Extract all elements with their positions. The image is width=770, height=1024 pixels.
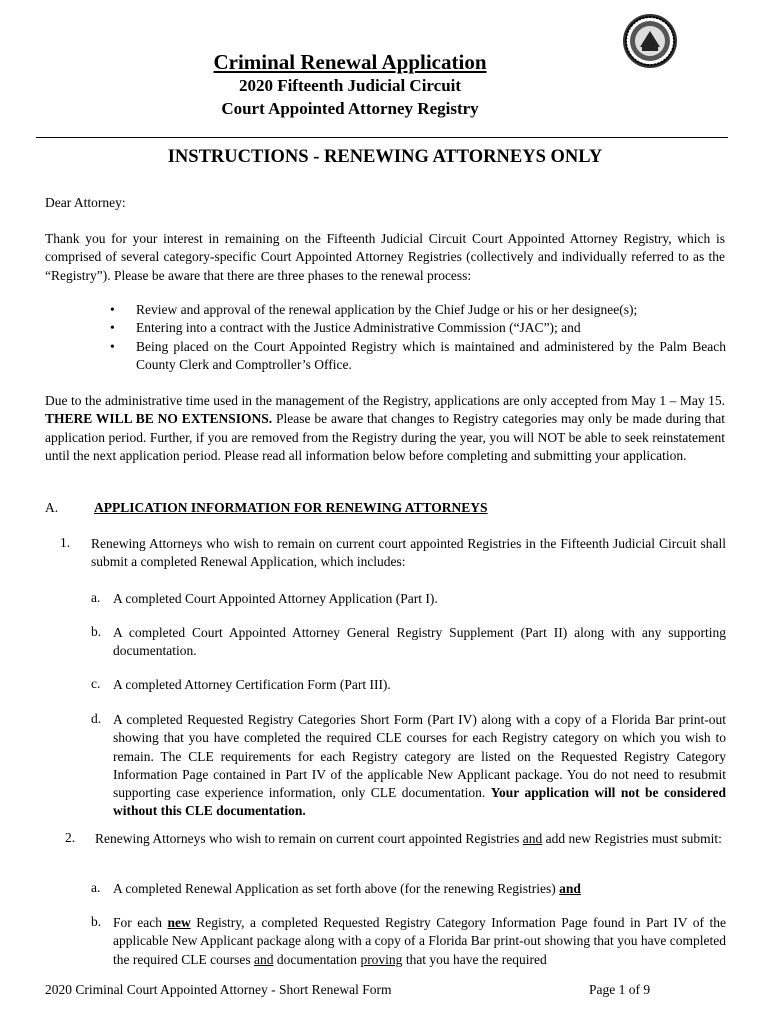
- no-extensions-notice: THERE WILL BE NO EXTENSIONS.: [45, 411, 273, 427]
- list-item: • Review and approval of the renewal application by the Chief Judge or his or her designee(s);: [108, 301, 726, 319]
- item-1d-label: d.: [91, 711, 102, 726]
- cle-warning: Your application will not be considered without this CLE documentation.: [113, 785, 726, 819]
- item-2b-post: that you have the required: [402, 951, 547, 967]
- item-2a-text: [113, 880, 726, 898]
- item-2b-label: b.: [91, 914, 102, 929]
- item-2b-mid: Registry, a completed Requested Registry Category Information Page found in Part IV of the applicable New Applicant package along with a copy of a Florida Bar print-out showing that you have completed the required CLE courses: [113, 915, 726, 967]
- item-1c-text: A completed Attorney Certification Form (Part III).: [113, 677, 391, 692]
- intro-paragraph: Thank you for your interest in remaining on the Fifteenth Judicial Circuit Court Appointed Attorney Registry, which is comprised of several category-specific Court Appointed Attorney Registries (collectively and individually referred to as the “Registry”). Please be aware that there are three phases to the renewal process:: [45, 231, 725, 283]
- item-1c-label: c.: [91, 676, 101, 691]
- item-2b-new: new: [167, 915, 191, 930]
- period-text-cont: Please be aware that changes to Registry categories may only be made during that application period. Further, if you are removed from the Registry during the year, you will NOT be able to seek reinstatement until the next application period. Please read all information below before completing and submitting your application.: [45, 411, 725, 463]
- page-subtitle-registry: Court Appointed Attorney Registry: [221, 99, 479, 118]
- period-text: Due to the administrative time used in the management of the Registry, applications are only accepted from May 1 – May 15.: [45, 393, 725, 408]
- item-2-and: and: [522, 831, 543, 846]
- item-2b-mid2: documentation: [273, 951, 361, 967]
- item-1a-text: A completed Court Appointed Attorney Application (Part I).: [113, 591, 438, 606]
- section-a-letter: A.: [45, 500, 59, 515]
- item-1-number: 1.: [60, 535, 71, 550]
- salutation: Dear Attorney:: [45, 195, 126, 210]
- footer-form-name: 2020 Criminal Court Appointed Attorney - Short Renewal Form: [45, 982, 392, 997]
- item-1b-label: b.: [91, 624, 102, 639]
- application-period-paragraph: [45, 392, 725, 465]
- list-item: • Entering into a contract with the Justice Administrative Commission (“JAC”); and: [108, 319, 726, 337]
- item-2-number: 2.: [65, 830, 76, 845]
- list-item: • Being placed on the Court Appointed Registry which is maintained and administered by the Palm Beach County Clerk and Comptroller’s Office.: [108, 338, 726, 375]
- item-2-text: [95, 830, 726, 848]
- item-1d-text: [113, 711, 726, 821]
- instructions-heading: INSTRUCTIONS - RENEWING ATTORNEYS ONLY: [167, 147, 603, 167]
- footer-page-number: Page 1 of 9: [589, 982, 651, 997]
- item-1d-body: A completed Requested Registry Categories Short Form (Part IV) along with a copy of a Florida Bar print-out showing that you have completed the required CLE courses for each Registry category on which you wish to remain. The CLE requirements for each Registry category are listed on the Requested Registry Category Information Page contained in Part IV of the applicable New Applicant package. You do not need to resubmit supporting case experience information, only CLE documentation.: [113, 712, 726, 801]
- item-1a-label: a.: [91, 590, 101, 605]
- page-title: Criminal Renewal Application: [213, 50, 487, 74]
- item-2b-pre: For each: [113, 915, 168, 930]
- section-a-title: APPLICATION INFORMATION FOR RENEWING ATTORNEYS: [94, 500, 488, 515]
- item-2b-text: [113, 914, 726, 969]
- item-1-text: Renewing Attorneys who wish to remain on current court appointed Registries in the Fifteenth Judicial Circuit shall submit a completed Renewal Application, which includes:: [91, 536, 726, 570]
- item-2b-proving: proving: [360, 951, 403, 967]
- header-divider: [36, 137, 728, 138]
- page-subtitle-circuit: 2020 Fifteenth Judicial Circuit: [238, 76, 462, 95]
- item-1b-text: A completed Court Appointed Attorney General Registry Supplement (Part II) along with any supporting documentation.: [113, 625, 726, 659]
- item-2a-label: a.: [91, 880, 101, 895]
- item-2a-body: A completed Renewal Application as set forth above (for the renewing Registries): [113, 881, 560, 896]
- item-2a-and: and: [559, 881, 581, 896]
- item-2-text-pre: Renewing Attorneys who wish to remain on current court appointed Registries: [95, 831, 523, 846]
- item-2b-and: and: [253, 951, 274, 967]
- renewal-phases-list: [108, 301, 726, 374]
- item-2-text-post: add new Registries must submit:: [542, 831, 722, 846]
